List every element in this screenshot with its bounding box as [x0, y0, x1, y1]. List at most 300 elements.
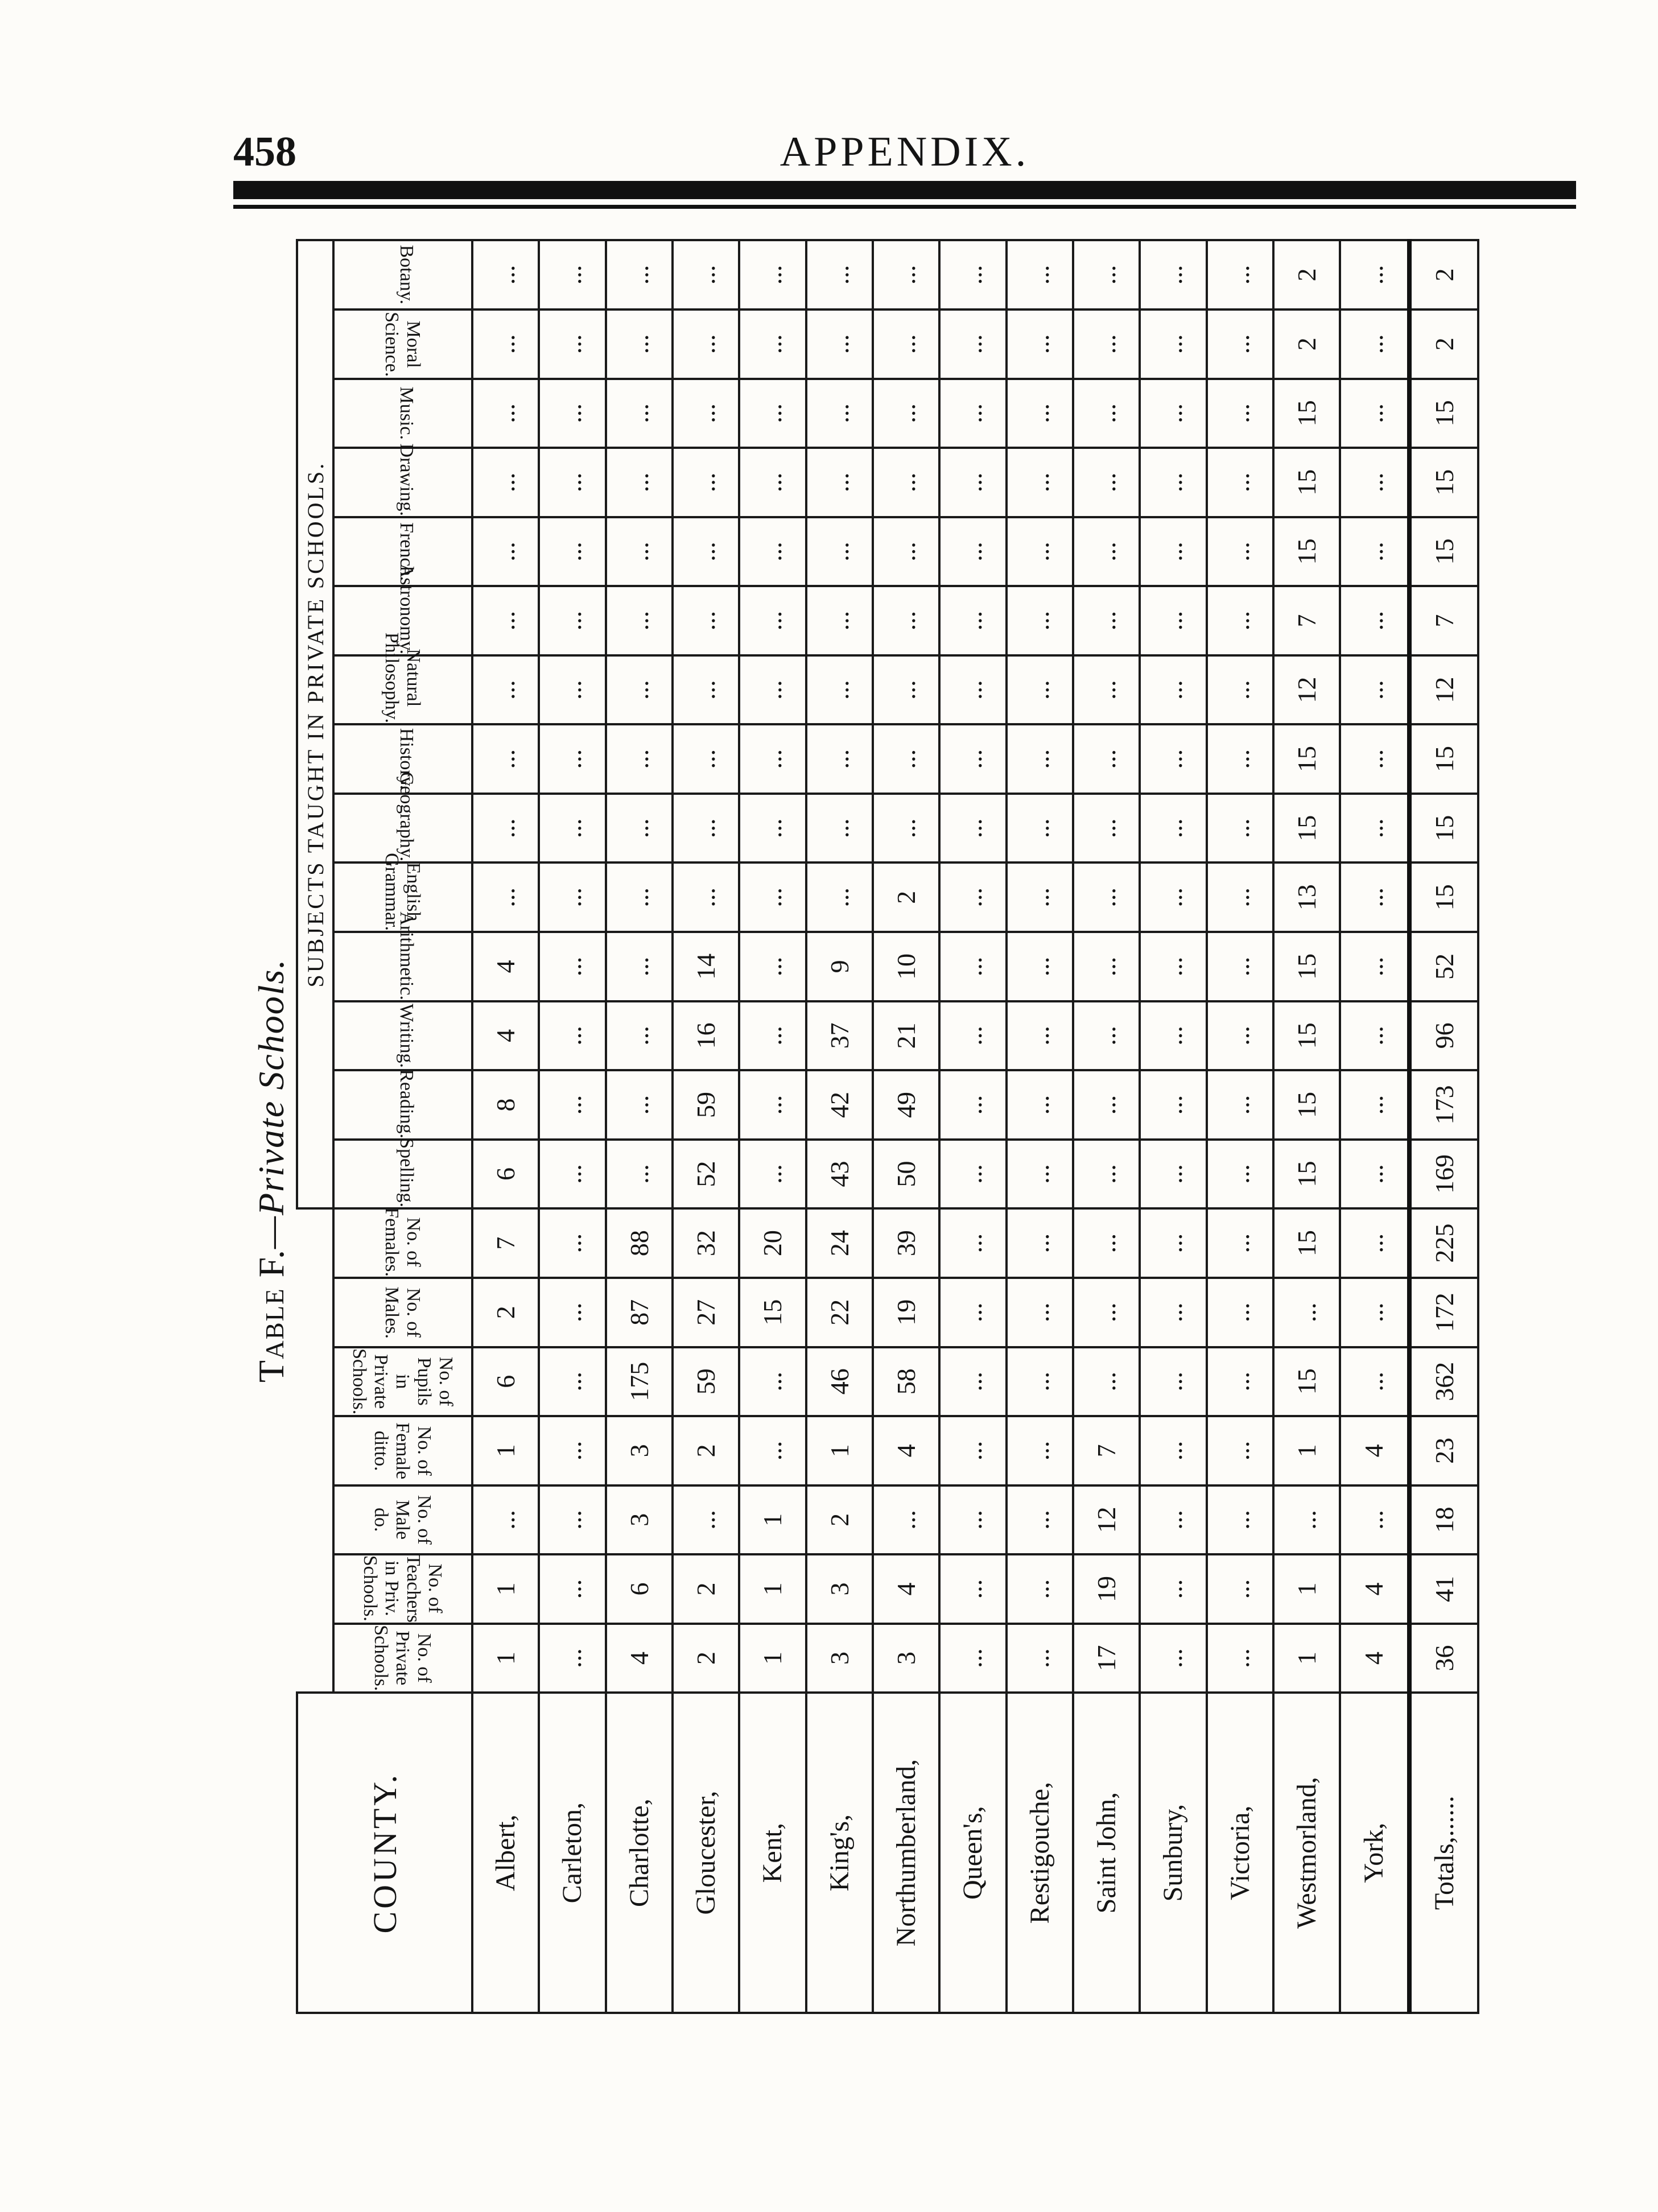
value-cell: 3 [873, 1624, 939, 1693]
value-cell: ... [739, 1070, 806, 1140]
value-cell: ... [1340, 1001, 1409, 1071]
value-cell: 1 [739, 1554, 806, 1624]
private-schools-table [296, 239, 1479, 2014]
value-cell: ... [873, 1485, 939, 1555]
value-cell: ... [1340, 655, 1409, 725]
value-cell: ... [1207, 240, 1273, 309]
column-header [333, 1208, 472, 1278]
value-cell: ... [539, 794, 605, 863]
column-header [333, 1416, 472, 1485]
value-cell: 39 [873, 1208, 939, 1278]
value-cell: ... [873, 240, 939, 309]
table-row [806, 240, 873, 2013]
column-header [333, 309, 472, 379]
value-cell: 2 [806, 1485, 873, 1555]
value-cell: 15 [739, 1278, 806, 1347]
totals-label: Totals,...... [1409, 1693, 1478, 2013]
value-cell: 10 [873, 932, 939, 1001]
totals-cell: 2 [1409, 240, 1478, 309]
value-cell: ... [1007, 448, 1073, 517]
value-cell: ... [739, 379, 806, 448]
county-cell: King's, [806, 1693, 873, 2013]
totals-row [1409, 240, 1478, 2013]
value-cell: 15 [1273, 379, 1340, 448]
table-title-prefix: Table F. [251, 1248, 291, 1383]
column-header-label: Astronomy. [395, 563, 417, 654]
value-cell: ... [1073, 240, 1140, 309]
value-cell: ... [739, 1416, 806, 1485]
value-cell: 6 [472, 1347, 539, 1417]
value-cell: ... [1007, 1208, 1073, 1278]
table-row [1273, 240, 1340, 2013]
value-cell: ... [939, 309, 1006, 379]
totals-cell: 15 [1409, 794, 1478, 863]
value-cell: 1 [472, 1554, 539, 1624]
value-cell: ... [806, 724, 873, 794]
value-cell: ... [539, 240, 605, 309]
value-cell: ... [939, 655, 1006, 725]
column-header-label: No. of Males. [381, 1286, 424, 1339]
column-header-label: Geography. [395, 772, 417, 862]
value-cell: ... [939, 794, 1006, 863]
value-cell: ... [873, 724, 939, 794]
value-cell: ... [539, 448, 605, 517]
value-cell: ... [1007, 655, 1073, 725]
column-header [333, 443, 472, 517]
value-cell: ... [1207, 794, 1273, 863]
rotated-table-container [296, 239, 1479, 2014]
value-cell: ... [939, 379, 1006, 448]
value-cell: 7 [472, 1208, 539, 1278]
value-cell: ... [1207, 517, 1273, 587]
totals-cell: 362 [1409, 1347, 1478, 1417]
column-header-label: No. of Pupils in Private Schools. [349, 1348, 456, 1415]
column-header-label: Reading. [395, 1068, 417, 1138]
county-cell: Northumberland, [873, 1693, 939, 2013]
value-cell: ... [939, 1485, 1006, 1555]
value-cell: ... [1340, 309, 1409, 379]
value-cell: ... [1140, 724, 1206, 794]
value-cell: ... [606, 794, 673, 863]
value-cell: ... [939, 586, 1006, 655]
value-cell: ... [1340, 863, 1409, 932]
value-cell: 19 [873, 1278, 939, 1347]
value-cell: ... [673, 655, 739, 725]
value-cell: 4 [873, 1416, 939, 1485]
value-cell: ... [1007, 1140, 1073, 1209]
column-header [333, 240, 472, 309]
county-cell: Charlotte, [606, 1693, 673, 2013]
value-cell: ... [1073, 309, 1140, 379]
totals-cell: 52 [1409, 932, 1478, 1001]
value-cell: ... [1073, 448, 1140, 517]
value-cell: ... [539, 932, 605, 1001]
value-cell: ... [606, 240, 673, 309]
value-cell: ... [1140, 1624, 1206, 1693]
value-cell: ... [739, 309, 806, 379]
value-cell: ... [806, 309, 873, 379]
value-cell: 4 [1340, 1416, 1409, 1485]
value-cell: ... [539, 863, 605, 932]
value-cell: ... [1073, 1001, 1140, 1071]
column-header-label: History. [395, 728, 417, 790]
totals-cell: 15 [1409, 724, 1478, 794]
value-cell: ... [1140, 1208, 1206, 1278]
value-cell: 58 [873, 1347, 939, 1417]
value-cell: 1 [1273, 1554, 1340, 1624]
value-cell: ... [472, 724, 539, 794]
value-cell: ... [472, 240, 539, 309]
value-cell: ... [1007, 240, 1073, 309]
value-cell: ... [939, 1416, 1006, 1485]
value-cell: ... [606, 379, 673, 448]
column-header-label: Writing. [395, 1003, 417, 1068]
value-cell: 4 [472, 1001, 539, 1071]
value-cell: ... [1073, 1070, 1140, 1140]
value-cell: 7 [1073, 1416, 1140, 1485]
value-cell: ... [1140, 1278, 1206, 1347]
value-cell: 24 [806, 1208, 873, 1278]
header-rule-thin [233, 205, 1576, 209]
value-cell: 9 [806, 932, 873, 1001]
column-header [333, 724, 472, 794]
value-cell: 15 [1273, 517, 1340, 587]
value-cell: ... [472, 379, 539, 448]
value-cell: 3 [806, 1554, 873, 1624]
value-cell: ... [1340, 1347, 1409, 1417]
value-cell: ... [1207, 379, 1273, 448]
value-cell: 49 [873, 1070, 939, 1140]
value-cell: ... [539, 724, 605, 794]
column-header [333, 1001, 472, 1071]
value-cell: ... [806, 517, 873, 587]
column-header [333, 772, 472, 863]
value-cell: ... [1007, 517, 1073, 587]
value-cell: ... [1340, 1140, 1409, 1209]
value-cell: ... [539, 1485, 605, 1555]
value-cell: 6 [472, 1140, 539, 1209]
value-cell: ... [939, 1208, 1006, 1278]
value-cell: ... [806, 586, 873, 655]
column-header [333, 853, 472, 932]
value-cell: ... [1140, 586, 1206, 655]
value-cell: ... [1140, 1001, 1206, 1071]
value-cell: ... [472, 863, 539, 932]
value-cell: ... [539, 1070, 605, 1140]
value-cell: ... [1340, 932, 1409, 1001]
value-cell: ... [472, 448, 539, 517]
value-cell: ... [539, 1416, 605, 1485]
value-cell: ... [1207, 1554, 1273, 1624]
value-cell: 15 [1273, 1140, 1340, 1209]
value-cell: ... [1207, 1347, 1273, 1417]
value-cell: 13 [1273, 863, 1340, 932]
value-cell: ... [739, 517, 806, 587]
value-cell: 12 [1073, 1485, 1140, 1555]
value-cell: ... [873, 309, 939, 379]
value-cell: 8 [472, 1070, 539, 1140]
value-cell: ... [939, 1347, 1006, 1417]
value-cell: ... [739, 586, 806, 655]
value-cell: ... [539, 1624, 605, 1693]
value-cell: ... [1007, 1001, 1073, 1071]
value-cell: ... [1073, 794, 1140, 863]
value-cell: ... [606, 1001, 673, 1071]
value-cell: ... [1207, 655, 1273, 725]
value-cell: ... [1207, 863, 1273, 932]
value-cell: ... [939, 1554, 1006, 1624]
totals-cell: 173 [1409, 1070, 1478, 1140]
value-cell: ... [873, 655, 939, 725]
value-cell: ... [739, 724, 806, 794]
value-cell: 1 [739, 1485, 806, 1555]
value-cell: ... [1207, 1140, 1273, 1209]
value-cell: ... [539, 379, 605, 448]
value-cell: 46 [806, 1347, 873, 1417]
value-cell: 2 [1273, 309, 1340, 379]
value-cell: ... [606, 1070, 673, 1140]
value-cell: 15 [1273, 724, 1340, 794]
value-cell: 6 [606, 1554, 673, 1624]
value-cell: ... [472, 655, 539, 725]
value-cell: 7 [1273, 586, 1340, 655]
value-cell: ... [1140, 1554, 1206, 1624]
running-title: APPENDIX. [779, 129, 1030, 175]
county-cell: Kent, [739, 1693, 806, 2013]
value-cell: ... [1073, 379, 1140, 448]
value-cell: ... [673, 794, 739, 863]
value-cell: ... [606, 517, 673, 587]
table-title [250, 959, 292, 1383]
value-cell: 4 [472, 932, 539, 1001]
value-cell: ... [606, 309, 673, 379]
value-cell: ... [1207, 1001, 1273, 1071]
value-cell: ... [1073, 724, 1140, 794]
value-cell: ... [1340, 448, 1409, 517]
table-row [739, 240, 806, 2013]
column-header-label: Arithmetic. [395, 911, 417, 1000]
value-cell: 4 [606, 1624, 673, 1693]
county-cell: Queen's, [939, 1693, 1006, 2013]
value-cell: 59 [673, 1070, 739, 1140]
value-cell: ... [939, 724, 1006, 794]
value-cell: ... [1073, 1140, 1140, 1209]
totals-cell: 36 [1409, 1624, 1478, 1693]
county-cell: Albert, [472, 1693, 539, 2013]
column-header-label: No. of Female ditto. [370, 1422, 435, 1479]
value-cell: ... [1140, 863, 1206, 932]
value-cell: ... [1273, 1278, 1340, 1347]
column-header [333, 1070, 472, 1140]
value-cell: ... [1207, 586, 1273, 655]
value-cell: ... [806, 448, 873, 517]
value-cell: ... [539, 586, 605, 655]
value-cell: 3 [806, 1624, 873, 1693]
value-cell: ... [939, 1070, 1006, 1140]
value-cell: 50 [873, 1140, 939, 1209]
value-cell: ... [1073, 1208, 1140, 1278]
value-cell: 15 [1273, 1001, 1340, 1071]
value-cell: ... [739, 448, 806, 517]
table-row [1207, 240, 1273, 2013]
table-row [1140, 240, 1206, 2013]
column-header-label: No. of Private Schools. [370, 1625, 435, 1691]
value-cell: 2 [472, 1278, 539, 1347]
county-cell: Carleton, [539, 1693, 605, 2013]
column-header [333, 1485, 472, 1555]
value-cell: ... [673, 309, 739, 379]
header-row-group [297, 240, 333, 2013]
value-cell: ... [1340, 1278, 1409, 1347]
value-cell: 12 [1273, 655, 1340, 725]
value-cell: 2 [1273, 240, 1340, 309]
value-cell: 1 [472, 1416, 539, 1485]
value-cell: ... [606, 1140, 673, 1209]
value-cell: 2 [873, 863, 939, 932]
value-cell: ... [806, 794, 873, 863]
value-cell: ... [1207, 1070, 1273, 1140]
page-header [233, 117, 1576, 179]
page-number: 458 [233, 129, 296, 175]
value-cell: ... [939, 1001, 1006, 1071]
value-cell: ... [1140, 655, 1206, 725]
value-cell: ... [806, 379, 873, 448]
value-cell: ... [673, 863, 739, 932]
value-cell: ... [1007, 794, 1073, 863]
value-cell: ... [739, 1140, 806, 1209]
value-cell: ... [472, 794, 539, 863]
value-cell: ... [806, 863, 873, 932]
value-cell: 15 [1273, 932, 1340, 1001]
value-cell: ... [1207, 448, 1273, 517]
totals-cell: 12 [1409, 655, 1478, 725]
value-cell: ... [1140, 448, 1206, 517]
value-cell: 4 [1340, 1624, 1409, 1693]
value-cell: ... [1073, 586, 1140, 655]
value-cell: ... [1140, 517, 1206, 587]
value-cell: ... [1007, 1554, 1073, 1624]
column-header-label: English Grammar. [381, 853, 424, 931]
value-cell: ... [1140, 379, 1206, 448]
value-cell: ... [1207, 1208, 1273, 1278]
value-cell: 21 [873, 1001, 939, 1071]
value-cell: ... [1340, 1208, 1409, 1278]
value-cell: ... [1140, 309, 1206, 379]
value-cell: ... [539, 309, 605, 379]
value-cell: ... [806, 655, 873, 725]
table-title-suffix: —Private Schools. [251, 958, 291, 1249]
value-cell: ... [1340, 240, 1409, 309]
value-cell: ... [472, 586, 539, 655]
value-cell: ... [1340, 724, 1409, 794]
value-cell: 1 [1273, 1416, 1340, 1485]
value-cell: 14 [673, 932, 739, 1001]
totals-cell: 225 [1409, 1208, 1478, 1278]
value-cell: ... [939, 517, 1006, 587]
value-cell: ... [673, 517, 739, 587]
header-spacer [297, 1208, 333, 1693]
value-cell: ... [673, 724, 739, 794]
totals-cell: 41 [1409, 1554, 1478, 1624]
value-cell: 4 [1340, 1554, 1409, 1624]
column-header-label: Music. [395, 386, 417, 440]
value-cell: ... [673, 586, 739, 655]
table-row [673, 240, 739, 2013]
column-header [333, 379, 472, 448]
totals-cell: 2 [1409, 309, 1478, 379]
value-cell: 59 [673, 1347, 739, 1417]
totals-cell: 7 [1409, 586, 1478, 655]
value-cell: ... [1073, 517, 1140, 587]
table-row [606, 240, 673, 2013]
value-cell: ... [739, 1347, 806, 1417]
value-cell: ... [1007, 309, 1073, 379]
value-cell: ... [1007, 1416, 1073, 1485]
value-cell: ... [1207, 1485, 1273, 1555]
county-cell: Victoria, [1207, 1693, 1273, 2013]
table-row [1007, 240, 1073, 2013]
value-cell: 2 [673, 1624, 739, 1693]
value-cell: ... [606, 448, 673, 517]
value-cell: ... [673, 1485, 739, 1555]
value-cell: ... [1140, 1070, 1206, 1140]
value-cell: ... [1073, 863, 1140, 932]
column-header-label: French. [395, 522, 417, 581]
subjects-group-header: SUBJECTS TAUGHT IN PRIVATE SCHOOLS. [297, 240, 333, 1208]
column-header-label: Botany. [395, 245, 417, 305]
totals-cell: 172 [1409, 1278, 1478, 1347]
value-cell: ... [606, 863, 673, 932]
value-cell: 15 [1273, 1070, 1340, 1140]
column-header-label: No. of Teachers in Priv. Schools. [360, 1554, 446, 1623]
table-body [472, 240, 1478, 2013]
totals-cell: 15 [1409, 517, 1478, 587]
value-cell: ... [539, 517, 605, 587]
column-header [333, 1278, 472, 1347]
value-cell: 37 [806, 1001, 873, 1071]
value-cell: 52 [673, 1140, 739, 1209]
value-cell: ... [939, 932, 1006, 1001]
value-cell: ... [1007, 1278, 1073, 1347]
value-cell: 15 [1273, 794, 1340, 863]
value-cell: ... [673, 240, 739, 309]
value-cell: 15 [1273, 1208, 1340, 1278]
value-cell: ... [472, 309, 539, 379]
value-cell: ... [1007, 1070, 1073, 1140]
value-cell: ... [739, 1001, 806, 1071]
value-cell: ... [1140, 1140, 1206, 1209]
table-row [939, 240, 1006, 2013]
column-header [333, 1624, 472, 1693]
value-cell: ... [873, 448, 939, 517]
totals-cell: 96 [1409, 1001, 1478, 1071]
value-cell: ... [1140, 240, 1206, 309]
value-cell: ... [606, 932, 673, 1001]
value-cell: ... [1007, 724, 1073, 794]
value-cell: 22 [806, 1278, 873, 1347]
table-row [873, 240, 939, 2013]
value-cell: ... [606, 724, 673, 794]
value-cell: ... [806, 240, 873, 309]
value-cell: ... [539, 1347, 605, 1417]
value-cell: ... [1073, 1278, 1140, 1347]
value-cell: ... [472, 1485, 539, 1555]
county-cell: Saint John, [1073, 1693, 1140, 2013]
county-cell: Gloucester, [673, 1693, 739, 2013]
value-cell: ... [1340, 379, 1409, 448]
column-header [333, 911, 472, 1001]
value-cell: ... [606, 586, 673, 655]
